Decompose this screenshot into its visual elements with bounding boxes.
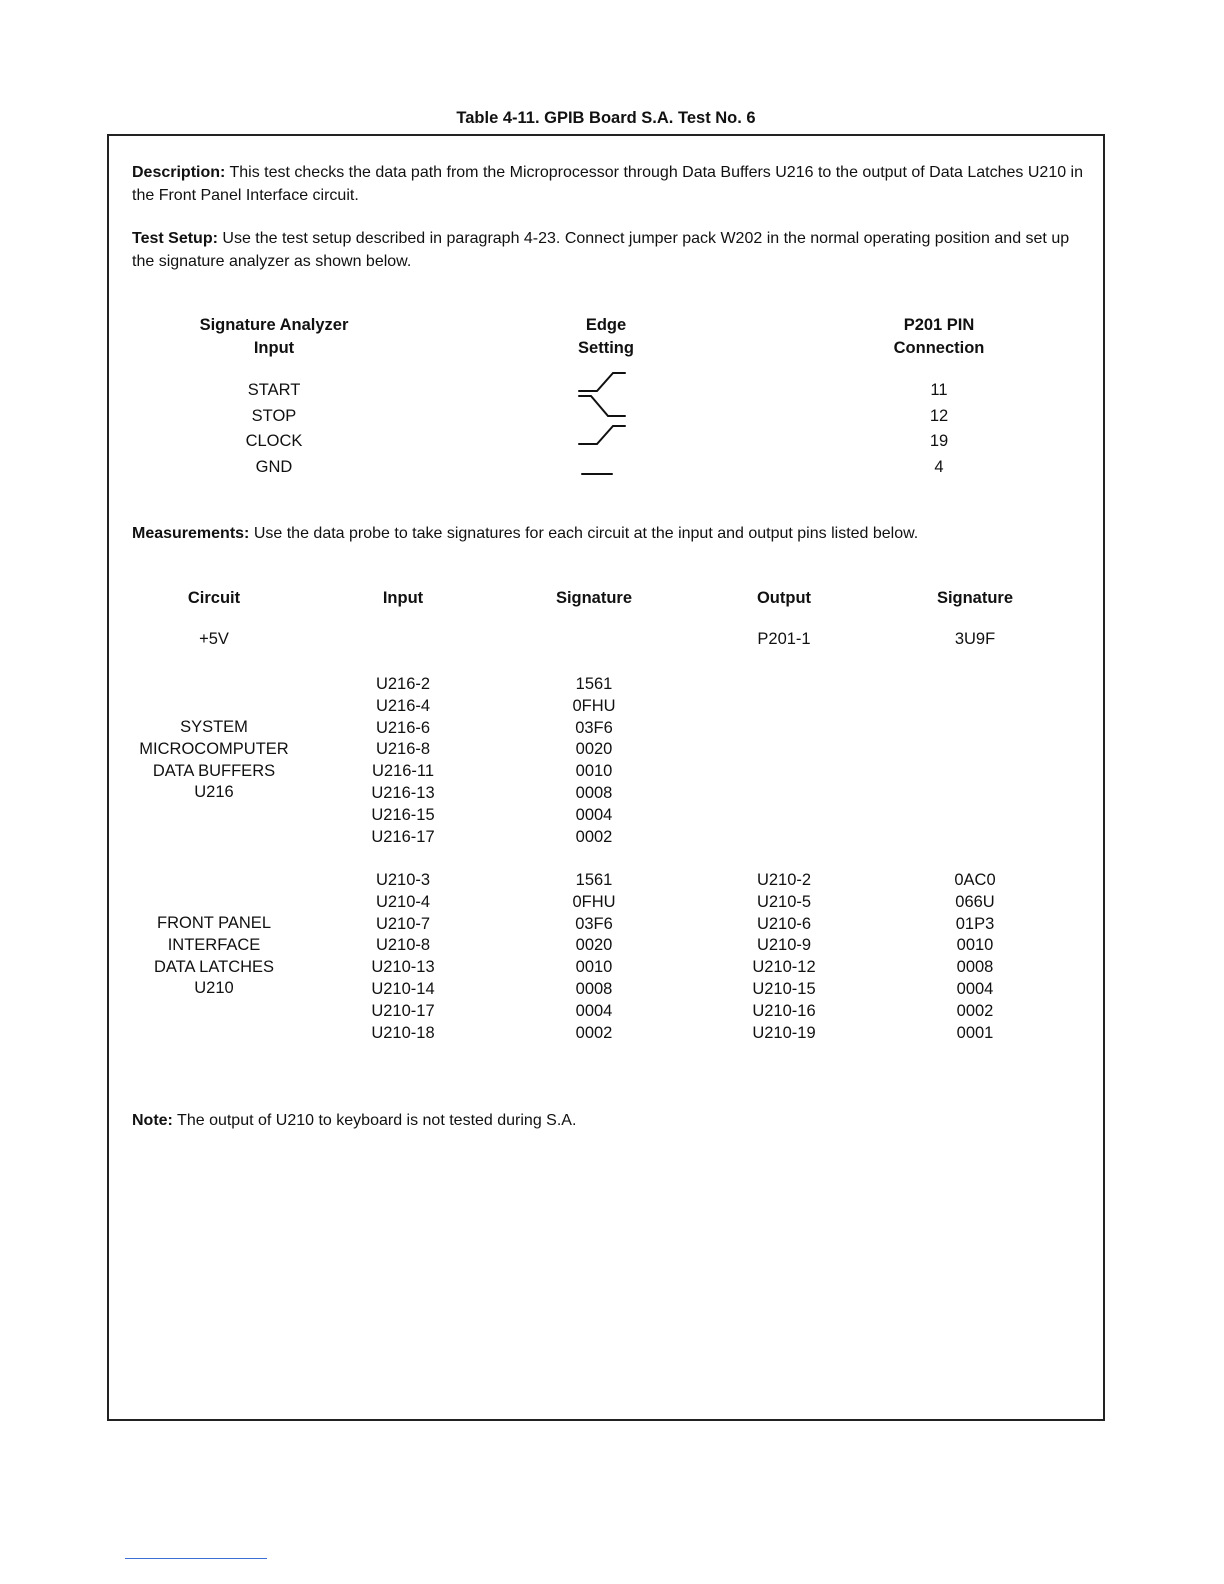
test-setup-paragraph (132, 227, 1087, 273)
description-label: Description: (132, 164, 226, 181)
u210-input-signatures (524, 870, 664, 1044)
signature-header: Signature (555, 589, 633, 607)
table-cell: 0010 (956, 936, 994, 955)
table-cell: U216-4 (375, 696, 431, 715)
sa-input-gnd: GND (255, 458, 293, 477)
rising-edge-icon (579, 373, 625, 391)
table-cell: 0008 (575, 979, 613, 998)
note-text: The output of U210 to keyboard is not tested during S.A. (177, 1112, 577, 1129)
table-cell: 0020 (575, 740, 613, 759)
circuit-header: Circuit (187, 589, 241, 607)
measurements-paragraph (132, 522, 1087, 545)
table-cell: U216-11 (371, 762, 435, 781)
pin-clock: 19 (929, 432, 949, 451)
power-output: P201-1 (757, 630, 811, 648)
table-cell: U210-8 (375, 936, 431, 955)
table-cell: U216-13 (371, 783, 435, 802)
table-cell: U216-8 (375, 740, 431, 759)
table-cell: 0010 (575, 762, 613, 781)
table-cell: 1561 (575, 871, 613, 889)
sa-input-column (194, 378, 354, 481)
table-cell: 0002 (575, 827, 613, 846)
table-cell: 1561 (575, 675, 613, 693)
measurements-text: Use the data probe to take signatures for each circuit at the input and output pins listed below. (253, 525, 919, 542)
table-cell: 0001 (956, 1023, 994, 1042)
table-cell: 0002 (575, 1023, 613, 1042)
test-setup-text: Use the test setup described in paragraph 4-23. Connect jumper pack W202 in the normal operating position and set up the signature analyzer as shown below. (132, 230, 1070, 270)
falling-edge-icon (579, 396, 625, 416)
power-circuit: +5V (199, 630, 229, 648)
test-setup-label: Test Setup: (132, 230, 218, 247)
table-cell: U210-9 (756, 936, 812, 955)
table-cell: 0AC0 (954, 871, 996, 889)
description-text: This test checks the data path from the Microprocessor through Data Buffers U216 to the output of Data Latches U210 in the Front Panel Interface circuit. (132, 164, 1084, 204)
table-cell: U210-7 (375, 914, 431, 933)
u210-outputs (724, 870, 844, 1044)
rising-edge-icon (579, 426, 625, 444)
table-cell: 0008 (956, 958, 994, 977)
input-header: Input (382, 589, 424, 607)
table-cell: U210-6 (756, 914, 812, 933)
note-label: Note: (132, 1112, 173, 1129)
table-cell: U210-16 (752, 1001, 816, 1020)
table-cell: U210-18 (371, 1023, 435, 1042)
table-cell: U216-6 (375, 718, 431, 737)
table-cell: U210-5 (756, 892, 812, 911)
u210-inputs (343, 870, 463, 1044)
circuit-u216: SYSTEM MICROCOMPUTER DATA BUFFERS U216 (139, 718, 289, 802)
table-title: Table 4-11. GPIB Board S.A. Test No. 6 (456, 109, 756, 127)
table-cell: U210-15 (752, 979, 816, 998)
circuit-u210: FRONT PANEL INTERFACE DATA LATCHES U210 (153, 914, 275, 998)
table-cell: U210-19 (752, 1023, 816, 1042)
table-cell: 03F6 (575, 914, 613, 933)
p201-pin-header: P201 PIN Connection (893, 316, 985, 357)
footer-rule (125, 1558, 267, 1559)
table-cell: U216-17 (371, 827, 435, 846)
output-signature-header: Signature (936, 589, 1014, 607)
edge-setting-symbols (570, 366, 634, 482)
table-cell: 0004 (956, 979, 994, 998)
description-paragraph (132, 161, 1087, 207)
table-cell: 0004 (575, 805, 613, 824)
output-header: Output (756, 589, 812, 607)
table-cell: 01P3 (955, 914, 995, 933)
table-cell: U210-2 (756, 871, 812, 889)
table-cell: 03F6 (575, 718, 613, 737)
table-cell: 0008 (575, 783, 613, 802)
u216-input-signatures (524, 674, 664, 848)
measurements-label: Measurements: (132, 525, 250, 542)
u216-inputs (343, 674, 463, 848)
table-cell: U216-2 (375, 675, 431, 693)
sa-input-stop: STOP (251, 406, 297, 425)
p201-pin-column (879, 378, 999, 481)
table-cell: U210-3 (375, 871, 431, 889)
table-cell: 0FHU (572, 696, 616, 715)
edge-setting-header: Edge Setting (578, 316, 634, 357)
power-signature: 3U9F (954, 630, 996, 648)
table-cell: 0010 (575, 958, 613, 977)
table-cell: 066U (955, 892, 995, 911)
pin-gnd: 4 (934, 458, 944, 477)
sa-input-start: START (247, 381, 301, 399)
table-cell: 0FHU (572, 892, 616, 911)
table-cell: 0004 (575, 1001, 613, 1020)
table-cell: U210-12 (752, 958, 816, 977)
note-paragraph (132, 1109, 1087, 1132)
table-cell: 0002 (956, 1001, 994, 1020)
sa-input-clock: CLOCK (245, 432, 303, 451)
table-cell: 0020 (575, 936, 613, 955)
pin-start: 11 (930, 381, 948, 399)
table-cell: U210-17 (371, 1001, 435, 1020)
pin-stop: 12 (929, 406, 949, 425)
table-cell: U210-4 (375, 892, 431, 911)
sa-input-header: Signature Analyzer Input (199, 316, 349, 357)
table-cell: U216-15 (371, 805, 435, 824)
u210-output-signatures (905, 870, 1045, 1044)
table-cell: U210-13 (371, 958, 435, 977)
table-cell: U210-14 (371, 979, 435, 998)
